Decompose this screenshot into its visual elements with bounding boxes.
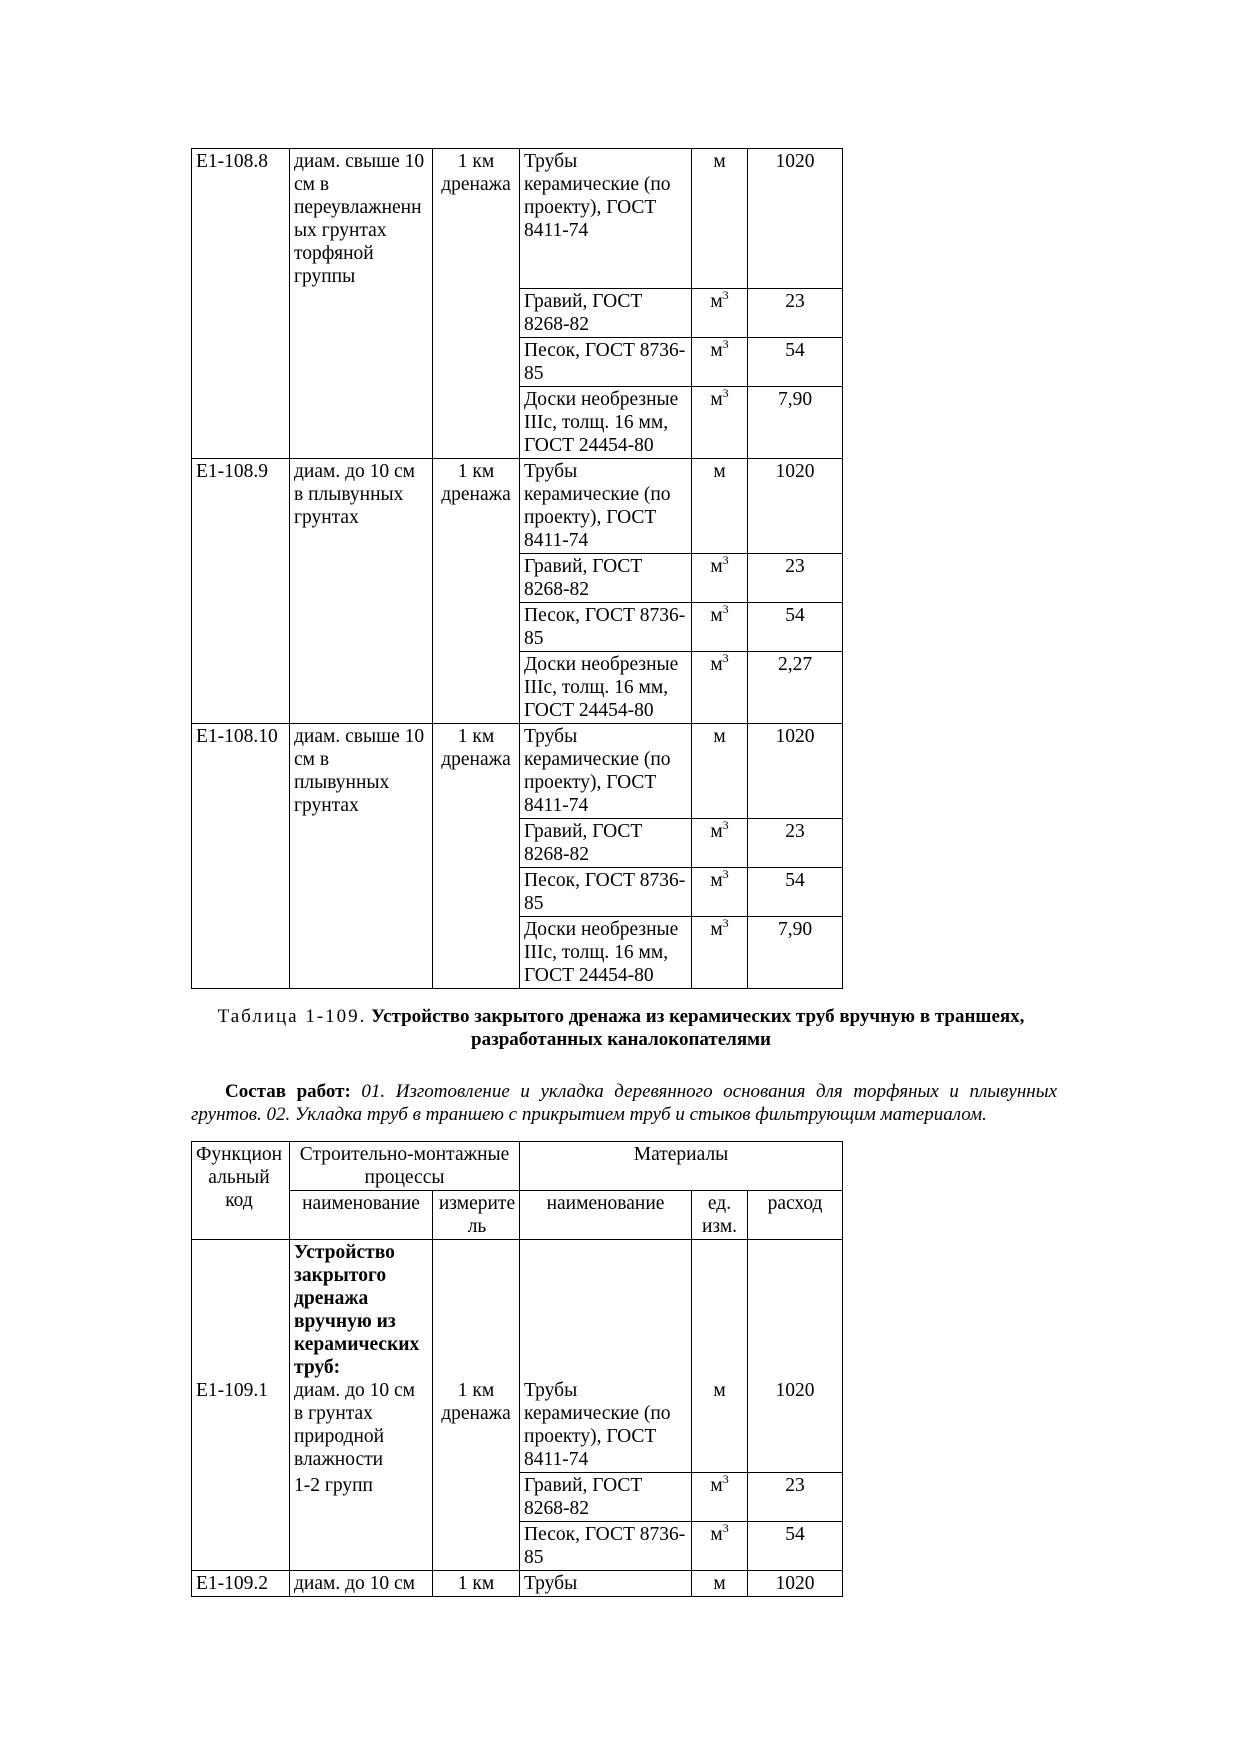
work-composition-text: 01. Изготовление и укладка деревянного основания для торфяных и плывунных грунтов. 02. Укладка труб в траншею с прикрытием труб и стыков фильтрующим материалом. [191, 1081, 1057, 1125]
material-name: Трубы керамические (по проекту), ГОСТ 8411-74 [520, 149, 692, 289]
material-unit: $м^3$ [692, 603, 748, 652]
table-row [192, 1571, 843, 1597]
material-amount: 2,27 [748, 652, 843, 724]
material-amount: 54 [748, 868, 843, 917]
material-amount: 23 [748, 289, 843, 338]
work-unit: 1 км дренажа [433, 149, 520, 459]
table-row [192, 724, 843, 819]
material-name: Песок, ГОСТ 8736-85 [520, 603, 692, 652]
header-processes: Строительно-монтажные процессы [290, 1142, 520, 1191]
material-name: Трубы [520, 1571, 692, 1597]
function-code: Е1-108.8 [192, 149, 290, 459]
work-unit: 1 км дренажа [433, 724, 520, 989]
material-unit: $м^3$ [692, 289, 748, 338]
work-unit: 1 км [433, 1571, 520, 1597]
work-description: диам. свыше 10 см в плывунных грунтах [290, 724, 433, 989]
material-unit: $м^3$ [692, 387, 748, 459]
header-material-unit: ед. изм. [692, 1191, 748, 1240]
work-composition [191, 1080, 1057, 1126]
work-unit: 1 км дренажа [433, 1240, 520, 1571]
header-meter: измеритель [433, 1191, 520, 1240]
material-unit: м [692, 1240, 748, 1473]
table-row [192, 149, 843, 289]
norms-table-1-109 [191, 1141, 843, 1597]
material-amount: 7,90 [748, 917, 843, 989]
table-row [192, 1240, 843, 1473]
material-name: Трубы керамические (по проекту), ГОСТ 8411-74 [520, 459, 692, 554]
material-name: Гравий, ГОСТ 8268-82 [520, 289, 692, 338]
work-description: диам. до 10 см в плывунных грунтах [290, 459, 433, 724]
norms-table-1-108 [191, 148, 843, 989]
table-title: Устройство закрытого дренажа из керамических труб вручную в траншеях, разработанных каналокопателями [371, 1006, 1025, 1050]
material-unit: $м^3$ [692, 554, 748, 603]
material-name: Песок, ГОСТ 8736-85 [520, 1522, 692, 1571]
material-name: Доски необрезные IIIс, толщ. 16 мм, ГОСТ 24454-80 [520, 917, 692, 989]
material-name: Гравий, ГОСТ 8268-82 [520, 554, 692, 603]
material-unit: м [692, 1571, 748, 1597]
material-amount: 7,90 [748, 387, 843, 459]
header-consumption: расход [748, 1191, 843, 1240]
material-amount: 54 [748, 603, 843, 652]
table-header-row [192, 1142, 843, 1191]
material-unit: м [692, 149, 748, 289]
header-name: наименование [290, 1191, 433, 1240]
material-name: Гравий, ГОСТ 8268-82 [520, 1473, 692, 1522]
material-amount: 1020 [748, 149, 843, 289]
work-description: диам. до 10 см [290, 1571, 433, 1597]
work-composition-heading: Состав работ: [225, 1081, 351, 1102]
material-amount: 1020 [748, 1571, 843, 1597]
material-amount: 1020 [748, 459, 843, 554]
table-header-row [192, 1191, 843, 1240]
material-unit: $м^3$ [692, 1473, 748, 1522]
material-name: Трубы керамические (по проекту), ГОСТ 8411-74 [520, 724, 692, 819]
material-amount: 23 [748, 554, 843, 603]
material-unit: м [692, 459, 748, 554]
material-unit: $м^3$ [692, 819, 748, 868]
section-title: Устройство закрытого дренажа вручную из керамических труб: [294, 1242, 420, 1378]
work-description [290, 1240, 433, 1571]
material-name: Песок, ГОСТ 8736-85 [520, 868, 692, 917]
material-amount: 54 [748, 1522, 843, 1571]
work-description-text: диам. до 10 см в грунтах природной влажности [294, 1380, 416, 1470]
function-code: Е1-108.9 [192, 459, 290, 724]
table-row [192, 459, 843, 554]
material-amount: 1020 [748, 724, 843, 819]
header-function-code: Функциональный код [192, 1142, 290, 1240]
function-code: Е1-108.10 [192, 724, 290, 989]
material-name: Песок, ГОСТ 8736-85 [520, 338, 692, 387]
material-name: Доски необрезные IIIс, толщ. 16 мм, ГОСТ 24454-80 [520, 652, 692, 724]
material-unit: $м^3$ [692, 652, 748, 724]
function-code: Е1-109.2 [192, 1571, 290, 1597]
material-unit: $м^3$ [692, 338, 748, 387]
table-number: Таблица 1-109. [217, 1006, 367, 1027]
material-name: Гравий, ГОСТ 8268-82 [520, 819, 692, 868]
material-unit: $м^3$ [692, 868, 748, 917]
material-unit: $м^3$ [692, 917, 748, 989]
material-amount: 23 [748, 1473, 843, 1522]
table-caption [191, 1005, 1051, 1051]
material-amount: 54 [748, 338, 843, 387]
header-materials: Материалы [520, 1142, 843, 1191]
material-amount: 23 [748, 819, 843, 868]
material-amount: 1020 [748, 1240, 843, 1473]
material-unit: $м^3$ [692, 1522, 748, 1571]
function-code: Е1-109.1 [192, 1240, 290, 1571]
header-material-name: наименование [520, 1191, 692, 1240]
work-description: диам. свыше 10 см в переувлажненных грунтах торфяной группы [290, 149, 433, 459]
material-name: Доски необрезные IIIс, толщ. 16 мм, ГОСТ 24454-80 [520, 387, 692, 459]
material-name: Трубы керамические (по проекту), ГОСТ 8411-74 [520, 1240, 692, 1473]
material-unit: м [692, 724, 748, 819]
work-unit: 1 км дренажа [433, 459, 520, 724]
work-description-group: 1-2 групп [294, 1475, 373, 1496]
